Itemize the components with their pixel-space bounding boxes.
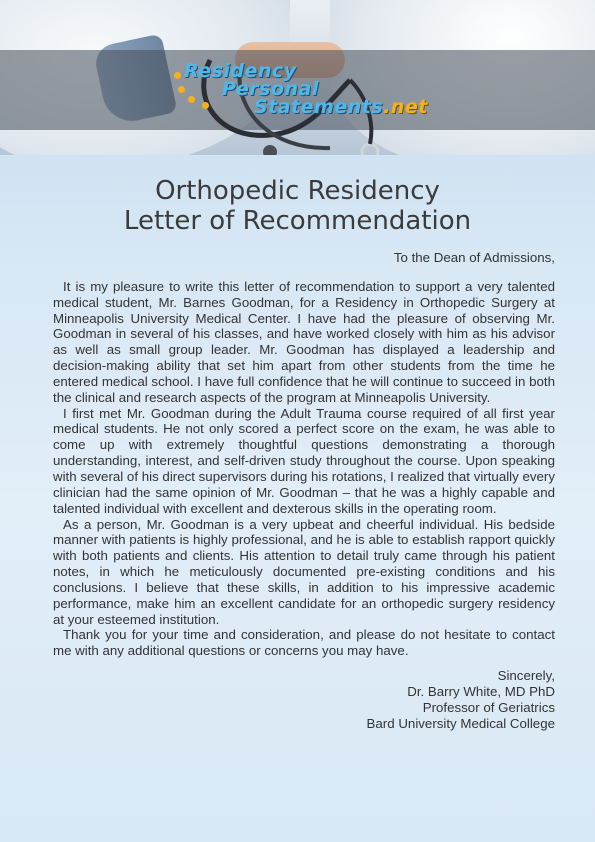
logo-dot xyxy=(174,72,181,79)
title-line-2: Letter of Recommendation xyxy=(123,206,472,236)
title-line-1: Orthopedic Residency xyxy=(155,176,440,206)
letter-body xyxy=(53,250,555,731)
signer-institution: Bard University Medical College xyxy=(366,715,555,731)
salutation: To the Dean of Admissions, xyxy=(393,250,555,265)
logo-text-statements-word: Statements xyxy=(254,96,384,118)
logo-text-residency: Residency xyxy=(184,60,297,82)
signature-block xyxy=(53,668,555,731)
header-banner xyxy=(0,0,595,155)
valediction: Sincerely, xyxy=(497,668,555,684)
logo-dot xyxy=(202,102,209,109)
logo-dot xyxy=(188,96,195,103)
logo-text-statements xyxy=(254,96,428,118)
paragraph: Thank you for your time and consideration, and please do not hesitate to contact me with any additional questions or concerns you may have. xyxy=(53,627,555,659)
signer-name: Dr. Barry White, MD PhD xyxy=(407,683,555,699)
paragraph: I first met Mr. Goodman during the Adult Trauma course required of all first year medical students. He not only scored a perfect score on the exam, he was able to come up with extremely thoughtful questions demonstrating a thorough understanding, interest, and self-driven study throughout the course. Upon speaking with several of his direct supervisors during his rotations, I realized that virtually every clinician had the same opinion of Mr. Goodman – that he was a highly capable and talented individual with excellent and dexterous skills in the operating room. xyxy=(53,405,555,516)
logo-text-personal: Personal xyxy=(222,78,319,100)
page-title xyxy=(0,176,595,236)
paragraph: As a person, Mr. Goodman is a very upbeat and cheerful individual. His bedside manner with patients is highly professional, and he is able to establish rapport quickly with both patients and clients. His attention to detail truly came through his patient notes, in which he meticulously documented pre-existing conditions and his conclusions. I believe that these skills, in addition to his impressive academic performance, make him an excellent candidate for an orthopedic surgery residency at your esteemed institution. xyxy=(53,516,555,627)
signer-position: Professor of Geriatrics xyxy=(422,699,555,715)
site-logo[interactable] xyxy=(172,58,432,120)
paragraph: It is my pleasure to write this letter of recommendation to support a very talented medical student, Mr. Barnes Goodman, for a Residency in Orthopedic Surgery at Minneapolis University Medical Center. I have had the pleasure of observing Mr. Goodman in several of his classes, and have worked closely with him as his advisor as well as small group leader. Mr. Goodman has displayed a leadership and decision-making ability that set him apart from other students from the time he entered medical school. I have full confidence that he will continue to succeed in both the clinical and research aspects of the program at Minneapolis University. xyxy=(53,278,555,405)
logo-text-net: .net xyxy=(383,96,428,118)
logo-dot xyxy=(178,86,185,93)
